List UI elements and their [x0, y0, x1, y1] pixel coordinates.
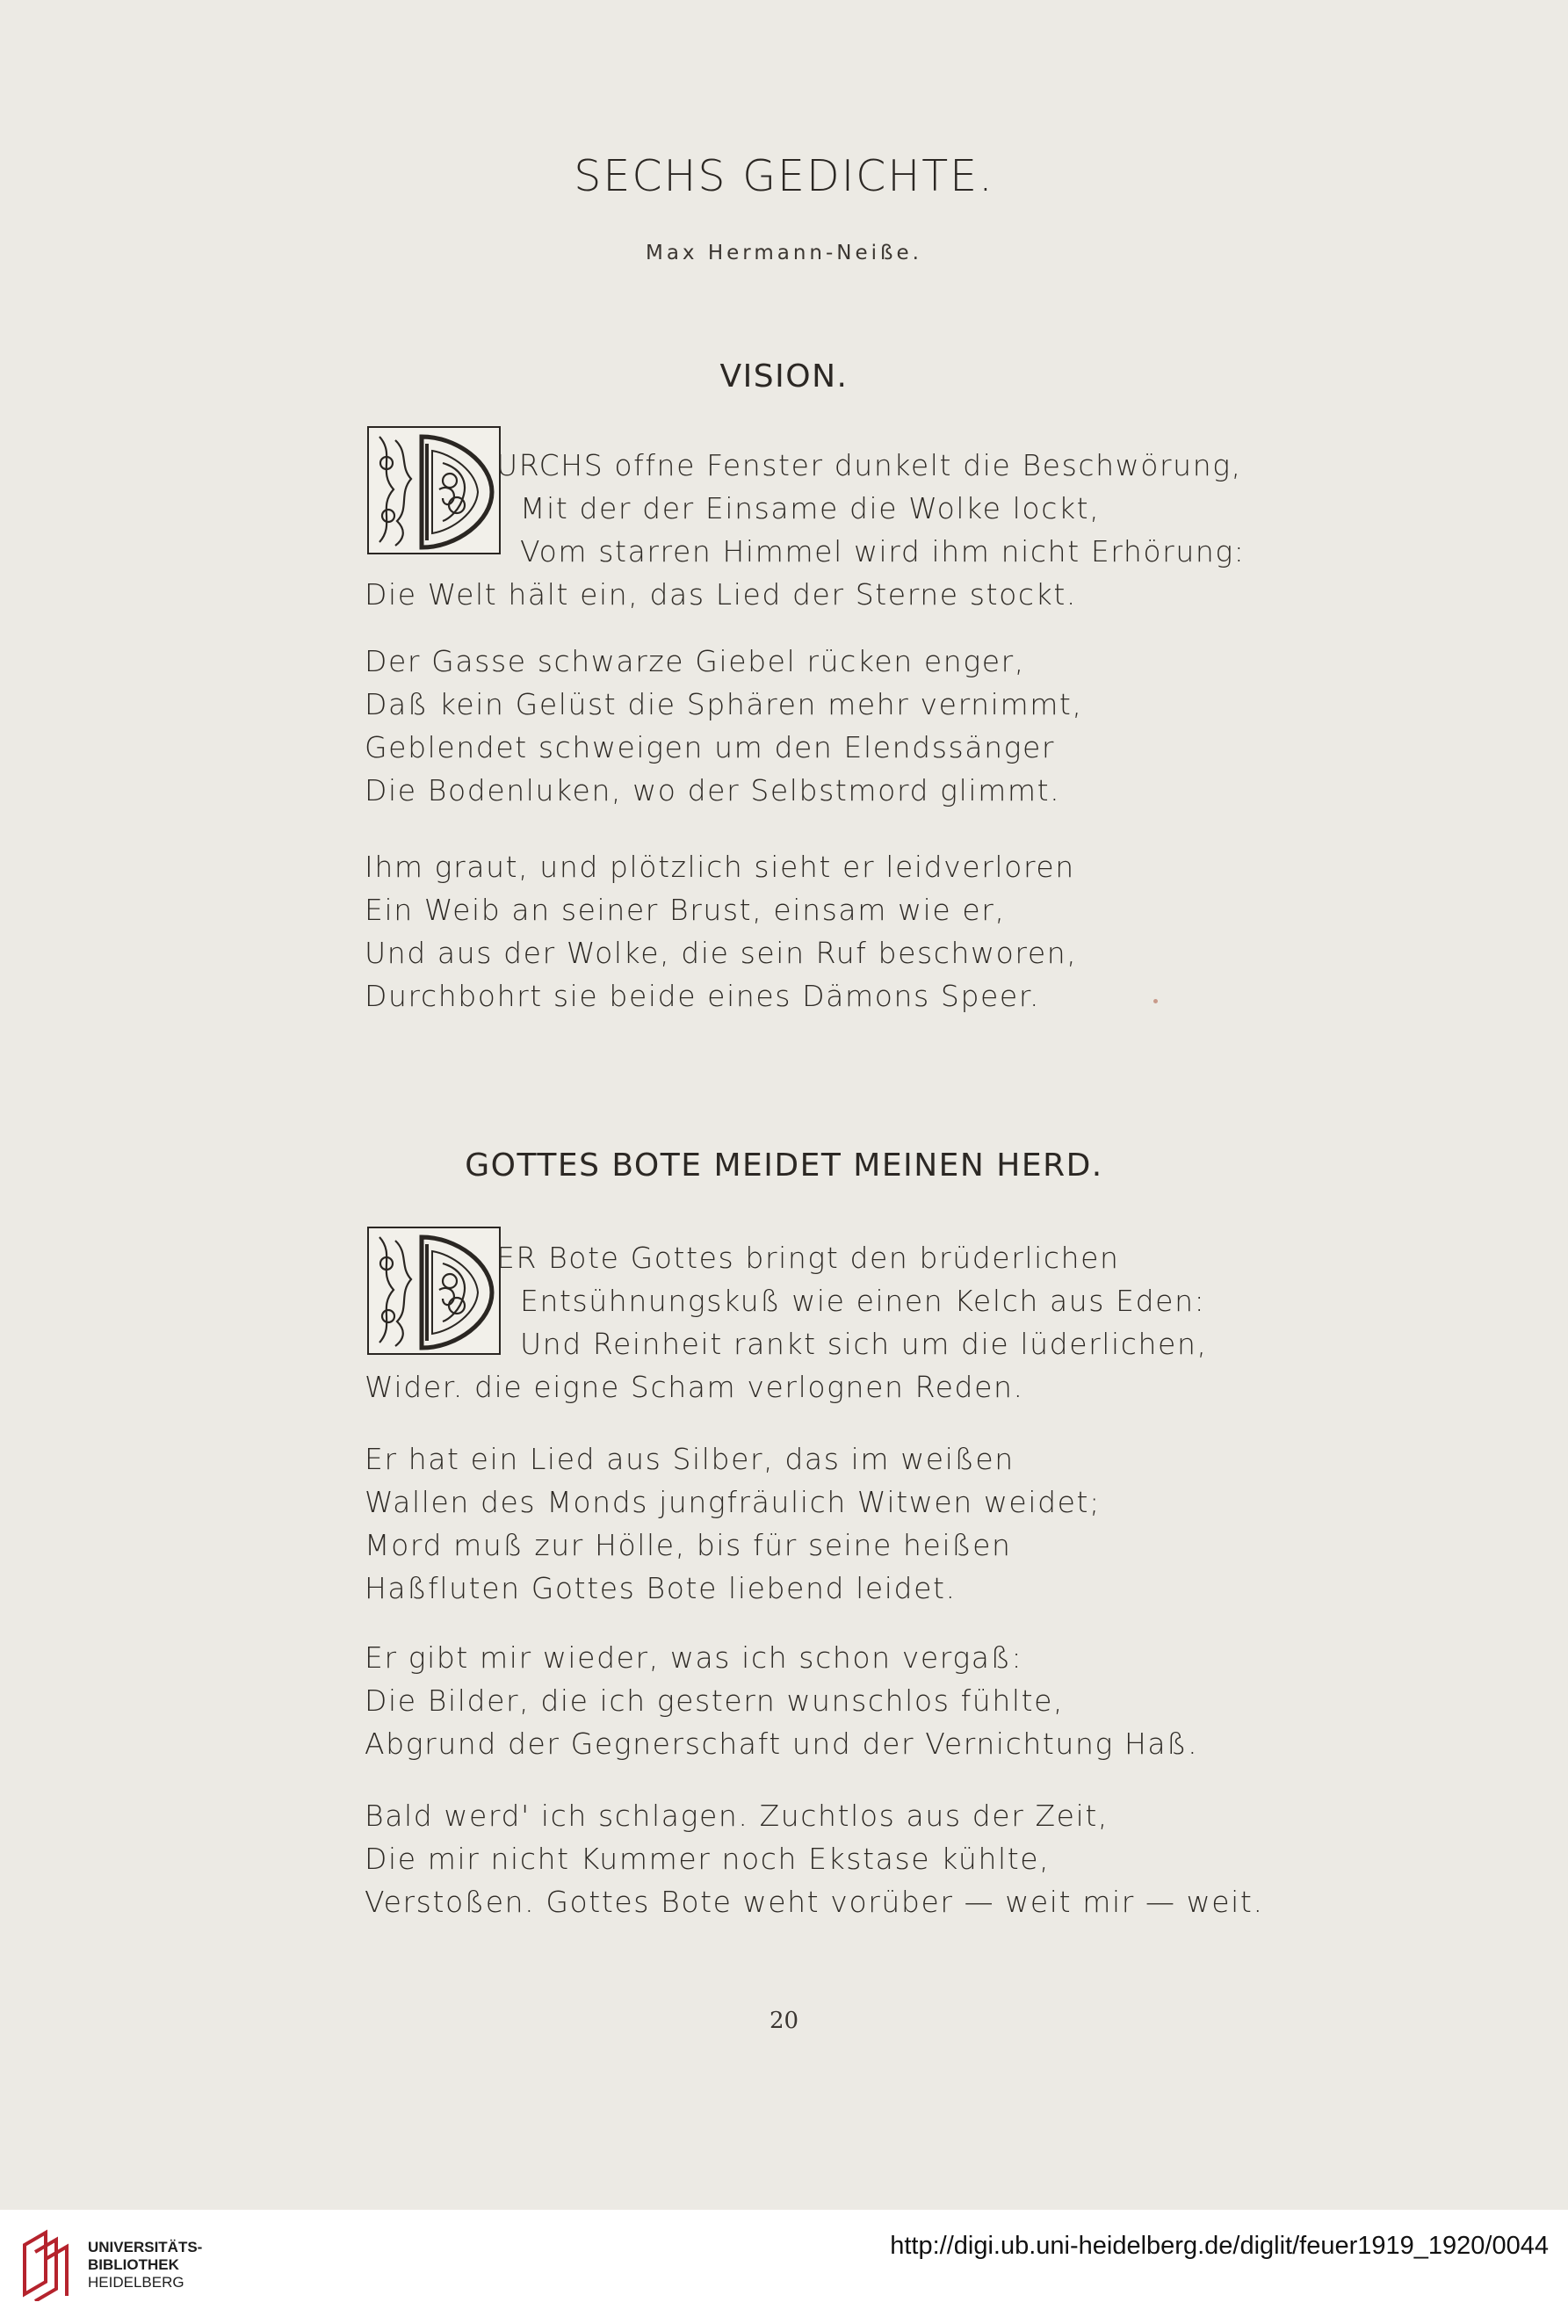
verse-line: Wallen des Monds jungfräulich Witwen weidet;	[365, 1485, 1101, 1519]
footer-bar	[0, 2210, 1568, 2324]
verse-line: Und Reinheit rankt sich um die lüderlichen,	[520, 1327, 1208, 1361]
verse-line: Die mir nicht Kummer noch Ekstase kühlte,	[365, 1842, 1051, 1876]
verse-line: Die Bilder, die ich gestern wunschlos fühlte,	[365, 1683, 1065, 1718]
stanza-1	[365, 444, 1278, 616]
library-name-line: UNIVERSITÄTS-	[88, 2239, 203, 2255]
verse-line: ER Bote Gottes bringt den brüderlichen	[496, 1241, 1120, 1275]
verse-line: Geblendet schweigen um den Elendssänger	[365, 730, 1056, 764]
library-name-line: HEIDELBERG	[88, 2274, 184, 2291]
verse-line: Mord muß zur Hölle, bis für seine heißen	[365, 1528, 1012, 1562]
poem-title-vision: VISION.	[719, 358, 849, 395]
university-library-logo-icon[interactable]	[19, 2227, 74, 2301]
verse-line: Daß kein Gelüst die Sphären mehr vernimmt,	[365, 687, 1083, 721]
document-title: SECHS GEDICHTE.	[574, 151, 994, 201]
stanza-2	[365, 640, 1278, 812]
verse-line: Die Bodenluken, wo der Selbstmord glimmt.	[365, 773, 1061, 807]
verse-line: Durchbohrt sie beide eines Dämons Speer.	[365, 979, 1041, 1013]
verse-line: Bald werd' ich schlagen. Zuchtlos aus der Zeit,	[365, 1799, 1109, 1833]
ink-dot	[1153, 999, 1158, 1003]
verse-line: Wider. die eigne Scham verlognen Reden.	[365, 1370, 1024, 1404]
page-number: 20	[769, 2008, 799, 2034]
verse-line: Verstoßen. Gottes Bote weht vorüber — weit mir — weit.	[365, 1885, 1264, 1919]
verse-line: Und aus der Wolke, die sein Ruf beschworen,	[365, 936, 1078, 970]
library-name-line: BIBLIOTHEK	[88, 2256, 179, 2273]
verse-line: Abgrund der Gegnerschaft und der Vernichtung Haß.	[365, 1727, 1199, 1761]
source-url-link[interactable]: http://digi.ub.uni-heidelberg.de/diglit/feuer1919_1920/0044	[890, 2232, 1549, 2260]
author-name: Max Hermann-Neiße.	[645, 242, 922, 264]
verse-line: Entsühnungskuß wie einen Kelch aus Eden:	[520, 1284, 1206, 1318]
verse-line: Der Gasse schwarze Giebel rücken enger,	[365, 644, 1025, 678]
verse-line: Die Welt hält ein, das Lied der Sterne stockt.	[365, 577, 1078, 612]
verse-line: Er hat ein Lied aus Silber, das im weißen	[365, 1442, 1015, 1476]
verse-line: URCHS offne Fenster dunkelt die Beschwörung,	[496, 448, 1242, 482]
verse-line: Mit der der Einsame die Wolke lockt,	[520, 491, 1101, 525]
verse-line: Ihm graut, und plötzlich sieht er leidverloren	[365, 850, 1075, 884]
verse-line: Haßfluten Gottes Bote liebend leidet.	[365, 1571, 957, 1605]
verse-line: Ein Weib an seiner Brust, einsam wie er,	[365, 893, 1006, 927]
stanza-1	[365, 1236, 1278, 1408]
stanza-4	[365, 1794, 1278, 1923]
verse-line: Er gibt mir wieder, was ich schon vergaß:	[365, 1640, 1023, 1675]
stanza-2	[365, 1437, 1278, 1610]
poem-title-gottes-bote: GOTTES BOTE MEIDET MEINEN HERD.	[465, 1148, 1103, 1184]
library-name	[88, 2239, 202, 2291]
verse-line: Vom starren Himmel wird ihm nicht Erhörung:	[520, 534, 1246, 568]
stanza-3	[365, 845, 1278, 1017]
stanza-3	[365, 1636, 1278, 1765]
